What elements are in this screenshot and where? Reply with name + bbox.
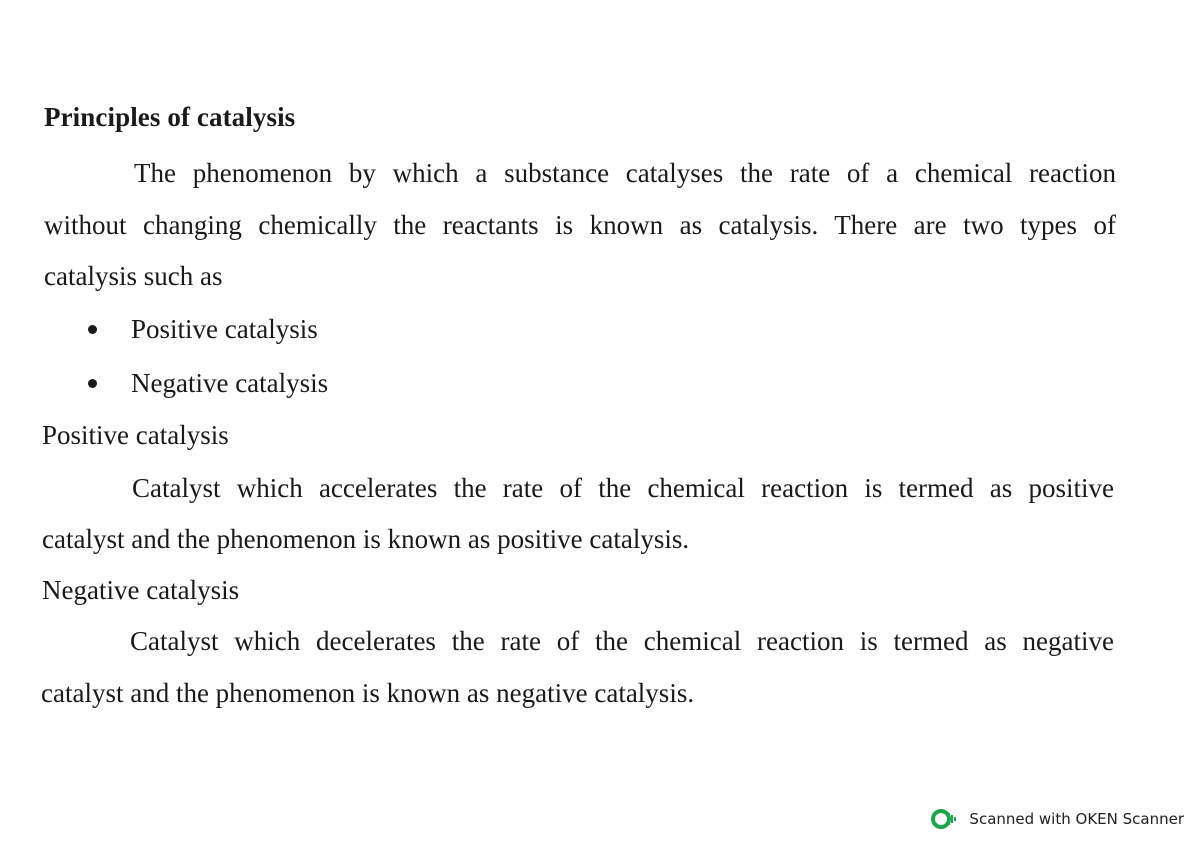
positive-line-2: catalyst and the phenomenon is known as positive catalysis. xyxy=(42,524,690,554)
scanner-label: Scanned with OKEN Scanner xyxy=(969,810,1184,828)
section-heading-negative: Negative catalysis xyxy=(42,575,240,605)
oken-scanner-logo-icon xyxy=(931,808,957,830)
bullet-dot-icon xyxy=(88,325,97,334)
bullet-list-item xyxy=(88,370,328,397)
bullet-list-item xyxy=(88,316,318,343)
bullet-dot-icon xyxy=(88,379,97,388)
bullet-label: Positive catalysis xyxy=(131,314,318,344)
bullet-label: Negative catalysis xyxy=(131,368,329,398)
intro-line-3: catalysis such as xyxy=(44,261,223,291)
negative-line-1: Catalyst which decelerates the rate of the chemical reaction is termed as negative xyxy=(130,626,1114,656)
document-title: Principles of catalysis xyxy=(44,102,296,132)
scanner-watermark xyxy=(931,808,1184,830)
negative-line-2: catalyst and the phenomenon is known as negative catalysis. xyxy=(41,678,695,708)
intro-line-2: without changing chemically the reactants is known as catalysis. There are two types of xyxy=(44,210,1116,240)
positive-line-1: Catalyst which accelerates the rate of the chemical reaction is termed as positive xyxy=(132,473,1114,503)
section-heading-positive: Positive catalysis xyxy=(42,420,229,450)
intro-line-1: The phenomenon by which a substance catalyses the rate of a chemical reaction xyxy=(134,158,1116,188)
